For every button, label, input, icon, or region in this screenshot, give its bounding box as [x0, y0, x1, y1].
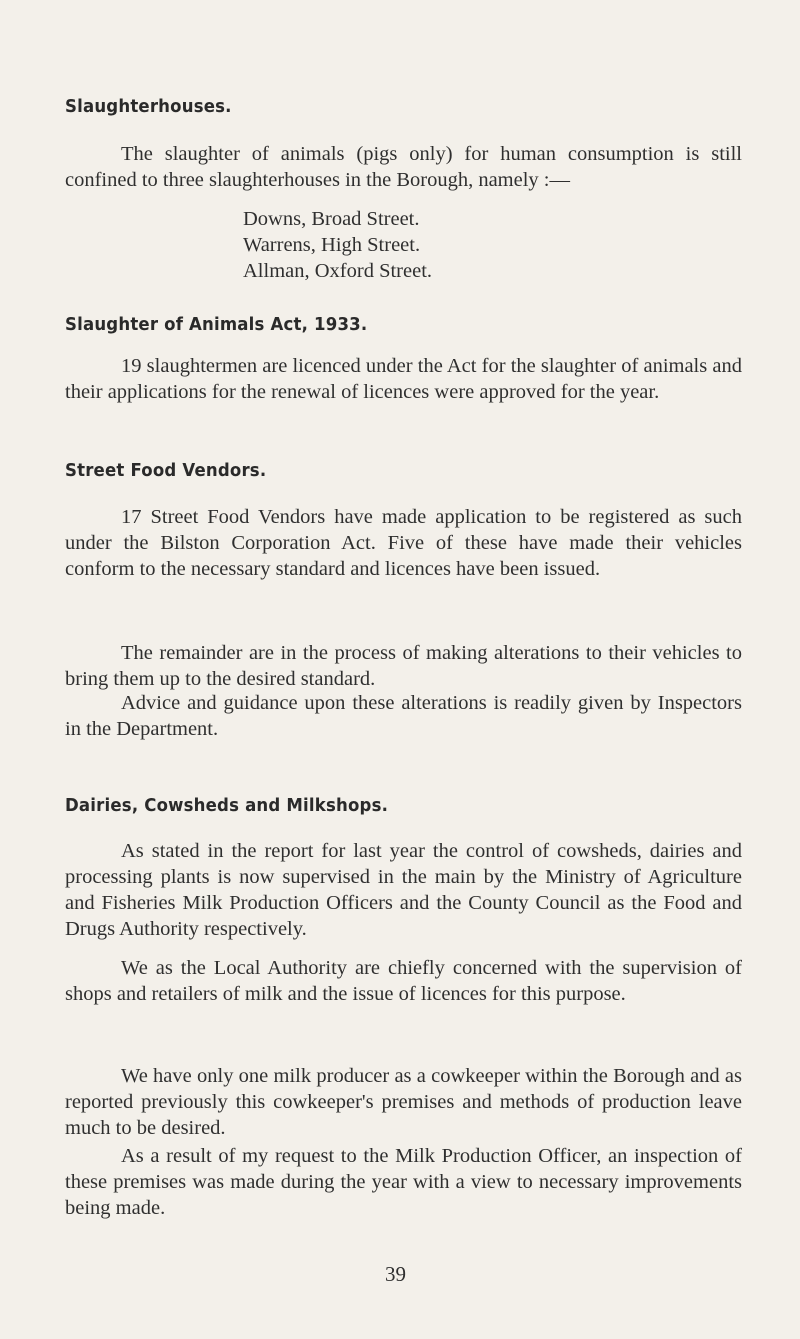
address-item: Downs, Broad Street.: [243, 208, 420, 230]
heading-street-food: Street Food Vendors.: [65, 460, 267, 481]
page-number: 39: [385, 1262, 406, 1286]
paragraph-street-food-2: The remainder are in the process of making alterations to their vehicles to bring them up to the desired standard.: [65, 642, 742, 690]
paragraph-dairies-2: We as the Local Authority are chiefly concerned with the supervision of shops and retailers of milk and the issue of licences for this purpose.: [65, 957, 742, 1005]
paragraph-dairies-4: As a result of my request to the Milk Production Officer, an inspection of these premises was made during the year with a view to necessary improvements being made.: [65, 1145, 742, 1219]
address-item: Allman, Oxford Street.: [243, 260, 433, 282]
paragraph-slaughter-act: 19 slaughtermen are licenced under the Act for the slaughter of animals and their applications for the renewal of licences were approved for the year.: [65, 355, 742, 403]
address-item: Warrens, High Street.: [243, 234, 421, 256]
address-list: [243, 206, 432, 284]
heading-slaughter-act: Slaughter of Animals Act, 1933.: [65, 314, 368, 335]
heading-slaughterhouses: Slaughterhouses.: [65, 96, 232, 117]
paragraph-dairies-3: We have only one milk producer as a cowkeeper within the Borough and as reported previously this cowkeeper's premises and methods of production leave much to be desired.: [65, 1065, 742, 1139]
heading-dairies: Dairies, Cowsheds and Milkshops.: [65, 795, 389, 816]
paragraph-street-food-1: 17 Street Food Vendors have made application to be registered as such under the Bilston Corporation Act. Five of these have made their vehicles conform to the necessary standard and licences have been issued.: [65, 506, 742, 580]
paragraph-slaughterhouses: The slaughter of animals (pigs only) for human consumption is still confined to three slaughterhouses in the Borough, namely :—: [65, 143, 742, 191]
paragraph-dairies-1: As stated in the report for last year the control of cowsheds, dairies and processing plants is now supervised in the main by the Ministry of Agriculture and Fisheries Milk Production Officers and the County Council as the Food and Drugs Authority respectively.: [65, 840, 742, 940]
paragraph-street-food-3: Advice and guidance upon these alterations is readily given by Inspectors in the Department.: [65, 692, 742, 740]
